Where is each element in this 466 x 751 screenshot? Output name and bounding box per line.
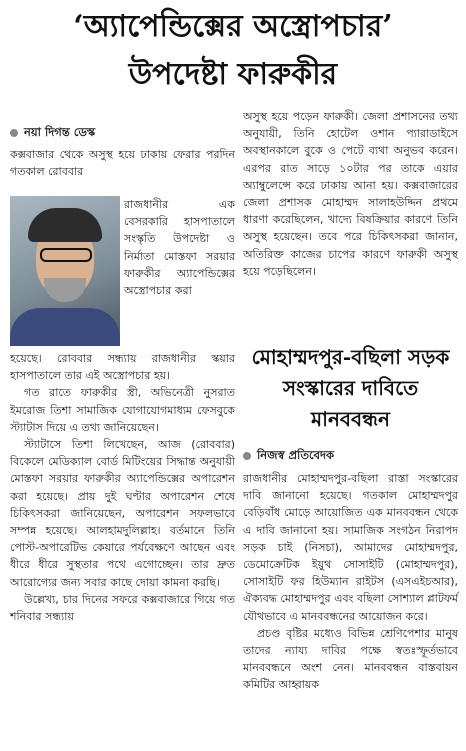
photo-cap <box>28 208 102 242</box>
article2-body <box>243 470 458 694</box>
bullet-icon <box>243 452 251 460</box>
paragraph: রাজধানীর মোহাম্মদপুর-বছিলা রাস্তা সংস্কারের দাবি জানানো হয়েছে। গতকাল মোহাম্মদপুর বেড়িবাঁধ মোড়ে আয়োজিত এক মানববন্ধন থেকে এ দাবি জানানো হয়। সামাজিক সংগঠন নিরাপদ সড়ক চাই (নিসচা), আমাদের মোহাম্মদপুর, ডেমোক্রেটিক ইয়ুথ সোসাইটি (মোহাম্মদপুর), সোসাইটি ফর হিউম্যান রাইটস (এসএইচআর), ঐক্যবদ্ধ মোহাম্মদপুর এবং বছিলা সোশ্যাল প্লাটফর্ম যৌথভাবে এ মানববন্ধনের আয়োজন করে। <box>243 472 458 623</box>
article1-right-body <box>243 108 458 280</box>
article1-byline <box>10 124 95 143</box>
photo-shirt <box>10 308 120 346</box>
article2-byline <box>243 447 334 466</box>
headline-line-1: ‘অ্যাপেন্ডিক্সের অস্ত্রোপচার’ <box>73 9 393 44</box>
paragraph: উল্লেখ্য, চার দিনের সফরে কক্সবাজারে গিয়ে গত শনিবার সন্ধ্যায় <box>10 592 235 624</box>
article2-headline: মোহাম্মদপুর-বছিলা সড়ক সংস্কারের দাবিতে মানববন্ধন <box>251 345 450 431</box>
photo-wrap-text: রাজধানীর এক বেসরকারি হাসপাতালে সংস্কৃতি উপদেষ্টা ও নির্মাতা মোস্তফা সরয়ার ফারুকীর অ্যাপেন্ডিক্সের অস্ত্রোপচার করা <box>124 198 235 298</box>
photo-glasses <box>40 248 92 262</box>
photo-beard <box>44 278 86 302</box>
byline-text: নিজস্ব প্রতিবেদক <box>257 448 335 462</box>
headline-line-2: উপদেষ্টা ফারুকীর <box>128 57 338 92</box>
article1-intro <box>10 146 235 180</box>
bullet-icon <box>10 129 18 137</box>
paragraph: গত রাতে ফারুকীর স্ত্রী, অভিনেত্রী নুসরাত ইমরোজ তিশা সামাজিক যোগাযোগমাধ্যম ফেসবুকে স্ট্যাটাস দিয়ে এ তথ্য জানিয়েছেন। <box>10 386 235 434</box>
paragraph: হয়েছে। রোববার সন্ধ্যায় রাজধানীর স্কয়ার হাসপাতালে তার এই অস্ত্রোপচার হয়। <box>10 352 235 383</box>
intro-text: কক্সবাজার থেকে অসুস্থ হয়ে ঢাকায় ফেরার পরদিন গতকাল রোববার <box>10 148 235 179</box>
paragraph: প্রচণ্ড বৃষ্টির মধ্যেও বিভিন্ন শ্রেণিপেশার মানুষ তাদের ন্যায্য দাবির পক্ষে স্বতঃস্ফূর্তভাবে মানববন্ধনে অংশ নেন। মানববন্ধন বাস্তবায়ন কমিটির আহ্বায়ক <box>243 626 458 692</box>
article1-left-body <box>10 350 235 625</box>
byline-text: নয়া দিগন্ত ডেস্ক <box>24 125 96 139</box>
article1-headline <box>0 8 466 94</box>
paragraph: স্ট্যাটাসে তিশা লিখেছেন, আজ (রোববার) বিকেলে মেডিক্যাল বোর্ড মিটিংয়ের সিদ্ধান্ত অনুযায়ী মোস্তফা সরয়ার ফারুকীর অ্যাপেন্ডিক্সের অপারেশন করা হয়েছে। প্রায় দুই ঘণ্টার অপারেশন শেষে চিকিৎসকরা জানিয়েছেন, অপারেশন সফলভাবে সম্পন্ন হয়েছে। আলহামদুলিল্লাহ। বর্তমানে তিনি পোস্ট-অপারেটিভ কেয়ারে পর্যবেক্ষণে আছেন এবং ধীরে ধীরে সুস্থতার পথে এগোচ্ছেন। তার দ্রুত আরোগ্যের জন্য সবার কাছে দোয়া কামনা করছি। <box>10 438 235 589</box>
author-photo <box>10 196 120 346</box>
paragraph: অসুস্থ হয়ে পড়েন ফারুকী। জেলা প্রশাসনের তথ্য অনুযায়ী, তিনি হোটেল ওশান প্যারাডাইসে অবস্থানকালে বুকে ও পেটে ব্যথা অনুভব করেন। এরপর রাত সাড়ে ১০টার পর তাকে এয়ার অ্যাম্বুলেন্সে করে ঢাকায় আনা হয়। কক্সবাজারের জেলা প্রশাসক মোহাম্মদ সালাহউদ্দিন প্রথমে ধারণা করেছিলেন, খাদ্যে বিষক্রিয়ার কারণে তিনি অসুস্থ হয়েছেন। তবে পরে চিকিৎসকরা জানান, অতিরিক্ত কাজের চাপের কারণে ফারুকী অসুস্থ হয়ে পড়েছিলেন। <box>243 110 458 278</box>
